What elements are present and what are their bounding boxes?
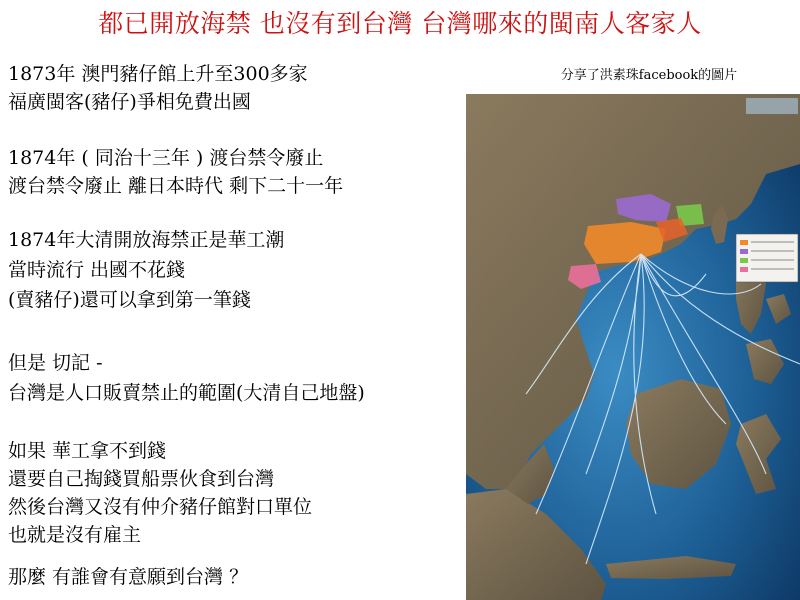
map-caption: 分享了洪素珠facebook的圖片 [560,68,738,83]
text-line: 1873年 澳門豬仔館上升至300多家 [8,63,308,85]
text-line: 然後台灣又沒有仲介豬仔館對口單位 [8,496,313,518]
text-line: (賣豬仔)還可以拿到第一筆錢 [8,289,251,311]
text-line: 如果 華工拿不到錢 [8,440,167,462]
text-line: 渡台禁令廢止 離日本時代 剩下二十一年 [8,175,344,197]
map-banner [746,98,798,114]
text-line: 那麼 有誰會有意願到台灣 ？ [8,566,249,588]
map-svg [466,94,800,600]
text-line: 但是 切記 - [8,352,103,374]
text-line: 也就是沒有雇主 [8,524,142,546]
text-line: 當時流行 出國不花錢 [8,259,186,281]
text-line: 福廣閩客(豬仔)爭相免費出國 [8,91,251,113]
text-line: 1874年 ( 同治十三年 ) 渡台禁令廢止 [8,147,324,169]
text-line: 台灣是人口販賣禁止的範圍(大清自己地盤) [8,382,365,404]
poster-title: 都已開放海禁 也沒有到台灣 台灣哪來的閩南人客家人 [98,9,702,38]
map-image [466,94,800,600]
text-line: 1874年大清開放海禁正是華工潮 [8,229,285,251]
text-line: 還要自己掏錢買船票伙食到台灣 [8,468,275,490]
map-legend-box [736,234,798,282]
